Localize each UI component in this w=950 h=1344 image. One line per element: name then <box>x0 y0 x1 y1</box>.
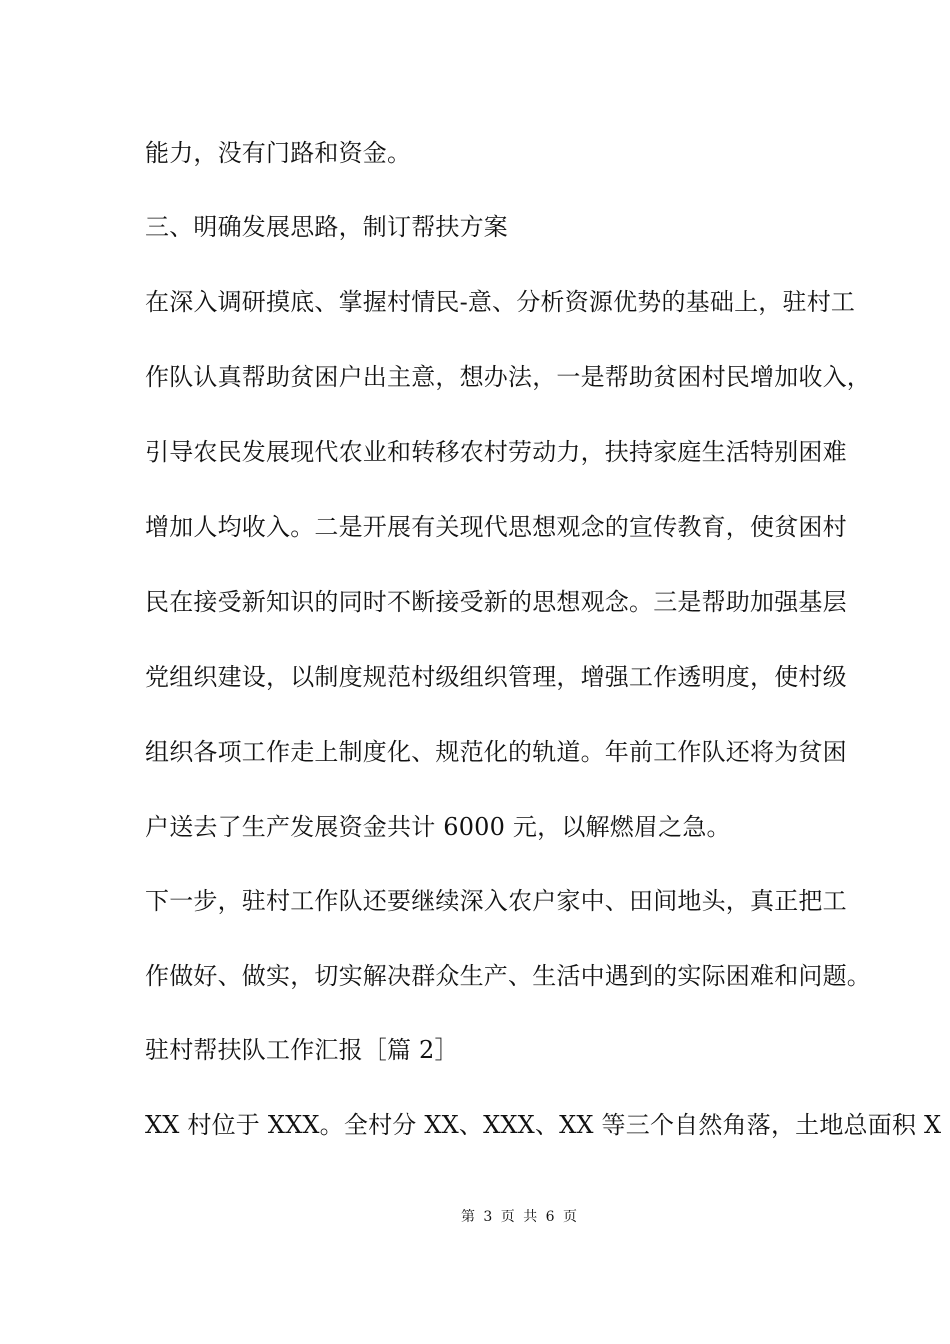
text-line: 作做好、做实，切实解决群众生产、生活中遇到的实际困难和问题。 <box>145 962 871 990</box>
text-line: 民在接受新知识的同时不断接受新的思想观念。三是帮助加强基层 <box>145 588 847 616</box>
section-heading: 三、明确发展思路，制订帮扶方案 <box>145 213 508 241</box>
text-line: 在深入调研摸底、掌握村情民-意、分析资源优势的基础上，驻村工 <box>145 288 856 316</box>
text-line: 下一步，驻村工作队还要继续深入农户家中、田间地头，真正把工 <box>145 887 847 915</box>
text-line: XX 村位于 XXX。全村分 XX、XXX、XX 等三个自然角落，土地总面积 X <box>145 1111 942 1139</box>
text-line: 户送去了生产发展资金共计 6000 元，以解燃眉之急。 <box>145 813 731 841</box>
text-line: 引导农民发展现代农业和转移农村劳动力，扶持家庭生活特别困难 <box>145 438 847 466</box>
text-line: 作队认真帮助贫困户出主意，想办法，一是帮助贫困村民增加收入， <box>145 363 871 391</box>
text-line: 增加人均收入。二是开展有关现代思想观念的宣传教育，使贫困村 <box>145 513 847 541</box>
page-number-footer: 第 3 页 共 6 页 <box>460 1209 580 1225</box>
article-title: 驻村帮扶队工作汇报［篇 2］ <box>145 1036 459 1064</box>
text-line: 组织各项工作走上制度化、规范化的轨道。年前工作队还将为贫困 <box>145 738 847 766</box>
text-line: 党组织建设，以制度规范村级组织管理，增强工作透明度，使村级 <box>145 663 847 691</box>
text-line: 能力，没有门路和资金。 <box>145 139 412 167</box>
